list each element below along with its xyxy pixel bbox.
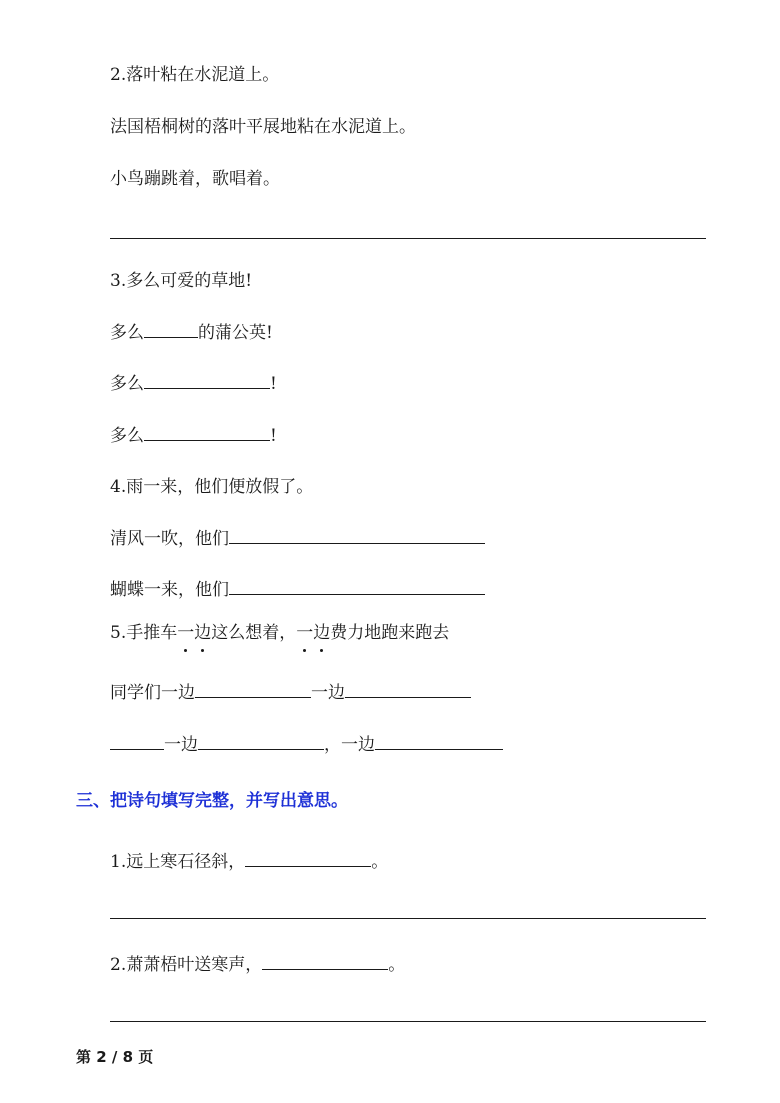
q3-blank-1[interactable] xyxy=(144,321,198,338)
poem-2-end: 。 xyxy=(388,955,406,975)
q3-line2 xyxy=(110,372,277,395)
q3-blank-3[interactable] xyxy=(144,424,270,441)
q3-line2-before: 多么 xyxy=(110,374,144,394)
q3-line2-after: ! xyxy=(270,374,277,394)
q3-line1-after: 的蒲公英! xyxy=(198,323,273,343)
poem-line-1 xyxy=(110,850,388,873)
q5-emph-1b: 边 xyxy=(194,623,212,643)
q5-emph-2b: 边 xyxy=(313,623,331,643)
q5-blank-5[interactable] xyxy=(375,733,503,750)
q2-example: 法国梧桐树的落叶平展地粘在水泥道上。 xyxy=(110,117,416,137)
q2-title: 2.落叶粘在水泥道上。 xyxy=(110,65,280,85)
q5-title-b: 这么想着， xyxy=(211,623,297,643)
q4-title: 4.雨一来，他们便放假了。 xyxy=(110,477,314,497)
q3-line3-before: 多么 xyxy=(110,426,144,446)
q5-line1-a: 同学们一边 xyxy=(110,683,195,703)
q3-line1-before: 多么 xyxy=(110,323,144,343)
q3-line1 xyxy=(110,321,273,344)
q5-blank-1[interactable] xyxy=(195,681,311,698)
q5-line1-b: 一边 xyxy=(311,683,345,703)
q2-answer-line[interactable] xyxy=(110,238,706,239)
q5-line2-b: ，一边 xyxy=(324,735,375,755)
q5-blank-2[interactable] xyxy=(345,681,471,698)
poem-2-blank[interactable] xyxy=(262,953,388,970)
page-number: 第 2 / 8 页 xyxy=(76,1048,154,1066)
poem-1-end: 。 xyxy=(371,852,389,872)
q5-blank-3[interactable] xyxy=(110,733,164,750)
q5-title xyxy=(110,622,449,644)
poem-2-meaning-line[interactable] xyxy=(110,1021,706,1022)
q4-line1 xyxy=(110,527,485,550)
q3-line3-after: ! xyxy=(270,426,277,446)
q5-emph-2a: 一 xyxy=(296,623,314,643)
q5-emph-1a: 一 xyxy=(177,623,195,643)
q5-line1 xyxy=(110,681,471,704)
poem-1-blank[interactable] xyxy=(245,850,371,867)
poem-line-2 xyxy=(110,953,405,976)
poem-1-text: 1.远上寒石径斜， xyxy=(110,852,246,872)
poem-2-text: 2.萧萧梧叶送寒声， xyxy=(110,955,263,975)
q4-line2-text: 蝴蝶一来，他们 xyxy=(110,580,229,600)
q3-title: 3.多么可爱的草地! xyxy=(110,271,253,291)
q5-line2-a: 一边 xyxy=(164,735,198,755)
q5-blank-4[interactable] xyxy=(198,733,324,750)
q3-line3 xyxy=(110,424,277,447)
q4-blank-2[interactable] xyxy=(229,578,485,595)
q5-line2 xyxy=(110,733,503,756)
poem-1-meaning-line[interactable] xyxy=(110,918,706,919)
q2-prompt: 小鸟蹦跳着，歌唱着。 xyxy=(110,169,280,189)
section3-heading: 三、把诗句填写完整，并写出意思。 xyxy=(76,791,348,811)
q4-line1-text: 清风一吹，他们 xyxy=(110,529,229,549)
q4-line2 xyxy=(110,578,485,601)
q3-blank-2[interactable] xyxy=(144,372,270,389)
q5-title-c: 费力地跑来跑去 xyxy=(330,623,450,643)
q5-title-a: 5.手推车 xyxy=(110,623,178,643)
q4-blank-1[interactable] xyxy=(229,527,485,544)
